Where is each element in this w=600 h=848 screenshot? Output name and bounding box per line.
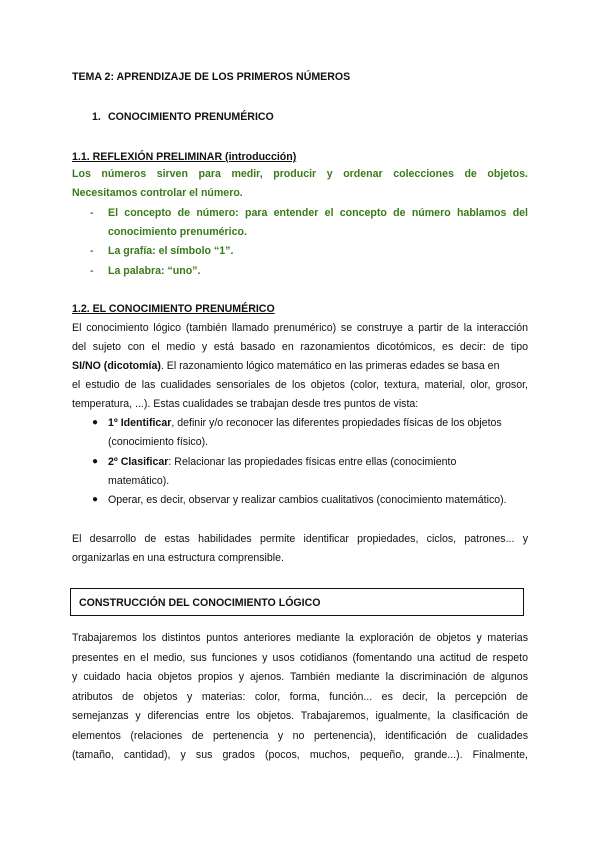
line-rest: . El razonamiento lógico matemático en las primeras edades se basa en xyxy=(160,360,500,372)
bullet-line: matemático). xyxy=(108,475,170,487)
s11-paragraph-line: Los números sirven para medir, producir y ordenar colecciones de objetos. xyxy=(72,168,528,180)
dash-marker: - xyxy=(90,265,94,277)
s12-paragraph-line: el estudio de las cualidades sensoriales de los objetos (color, textura, material, olor, grosor, xyxy=(72,379,528,391)
body-paragraph-line: Trabajaremos los distintos puntos anteriores mediante la exploración de objetos y materias xyxy=(72,632,528,644)
s12-paragraph-line xyxy=(72,359,528,373)
section-1-heading: CONOCIMIENTO PRENUMÉRICO xyxy=(108,111,274,123)
s11-bullet-line: La palabra: “uno”. xyxy=(108,265,201,277)
dicotomia-bold: SI/NO (dicotomía) xyxy=(72,360,161,372)
body-paragraph-line: semejanzas y diferencias entre los objetos. Trabajaremos, igualmente, la clasificación de xyxy=(72,710,528,722)
s12-closing-line: El desarrollo de estas habilidades permite identificar propiedades, ciclos, patrones... y xyxy=(72,533,528,545)
line-rest: : Relacionar las propiedades físicas entre ellas (conocimiento xyxy=(168,456,457,468)
bullet-marker: ● xyxy=(92,494,99,505)
bullet-line: (conocimiento físico). xyxy=(108,436,209,448)
bullet-line xyxy=(108,416,528,430)
section-1-number: 1. xyxy=(92,111,101,123)
s11-bullet-line: La grafía: el símbolo “1”. xyxy=(108,245,234,257)
s12-paragraph-line: El conocimiento lógico (también llamado prenumérico) se construye a partir de la interacción xyxy=(72,322,528,334)
bullet-line xyxy=(108,455,528,469)
s11-bullet-line: conocimiento prenumérico. xyxy=(108,226,247,238)
bullet-marker: ● xyxy=(92,456,99,467)
s12-closing-line: organizarlas en una estructura comprensible. xyxy=(72,552,284,564)
document-title: TEMA 2: APRENDIZAJE DE LOS PRIMEROS NÚMEROS xyxy=(72,71,351,83)
boxed-heading-label: CONSTRUCCIÓN DEL CONOCIMIENTO LÓGICO xyxy=(79,597,321,609)
dash-marker: - xyxy=(90,245,94,257)
bullet-marker: ● xyxy=(92,417,99,428)
section-1-1-heading: 1.1. REFLEXIÓN PRELIMINAR (introducción) xyxy=(72,151,297,163)
body-paragraph-line: y cuidado hacia objetos propios y ajenos. También mediante la discriminación de algunos xyxy=(72,671,528,683)
dash-marker: - xyxy=(90,207,94,219)
body-paragraph-line: presentes en el medio, sus funciones y usos cotidianos (fomentando una actitud de respeto xyxy=(72,652,528,664)
identificar-bold: 1º Identificar xyxy=(108,417,172,429)
boxed-heading xyxy=(70,588,524,616)
body-paragraph-line: (tamaño, cantidad), y sus grados (pocos, muchos, pequeño, grande...). Finalmente, xyxy=(72,749,528,761)
s12-paragraph-line: temperatura, ...). Estas cualidades se trabajan desde tres puntos de vista: xyxy=(72,398,419,410)
clasificar-bold: 2º Clasificar xyxy=(108,456,169,468)
section-1-2-heading: 1.2. EL CONOCIMIENTO PRENUMÉRICO xyxy=(72,303,275,315)
line-rest: , definir y/o reconocer las diferentes propiedades físicas de los objetos xyxy=(171,417,502,429)
s11-bullet-line: El concepto de número: para entender el concepto de número hablamos del xyxy=(108,207,528,219)
s12-paragraph-line: del sujeto con el medio y está basado en razonamientos dicotómicos, es decir: de tipo xyxy=(72,341,528,353)
bullet-line: Operar, es decir, observar y realizar cambios cualitativos (conocimiento matemático). xyxy=(108,494,507,506)
body-paragraph-line: atributos de objetos y materias: color, forma, función... es decir, la percepción de xyxy=(72,691,528,703)
body-paragraph-line: elementos (relaciones de pertenencia y no pertenencia), identificación de cualidades xyxy=(72,730,528,742)
s11-paragraph-line: Necesitamos controlar el número. xyxy=(72,187,243,199)
